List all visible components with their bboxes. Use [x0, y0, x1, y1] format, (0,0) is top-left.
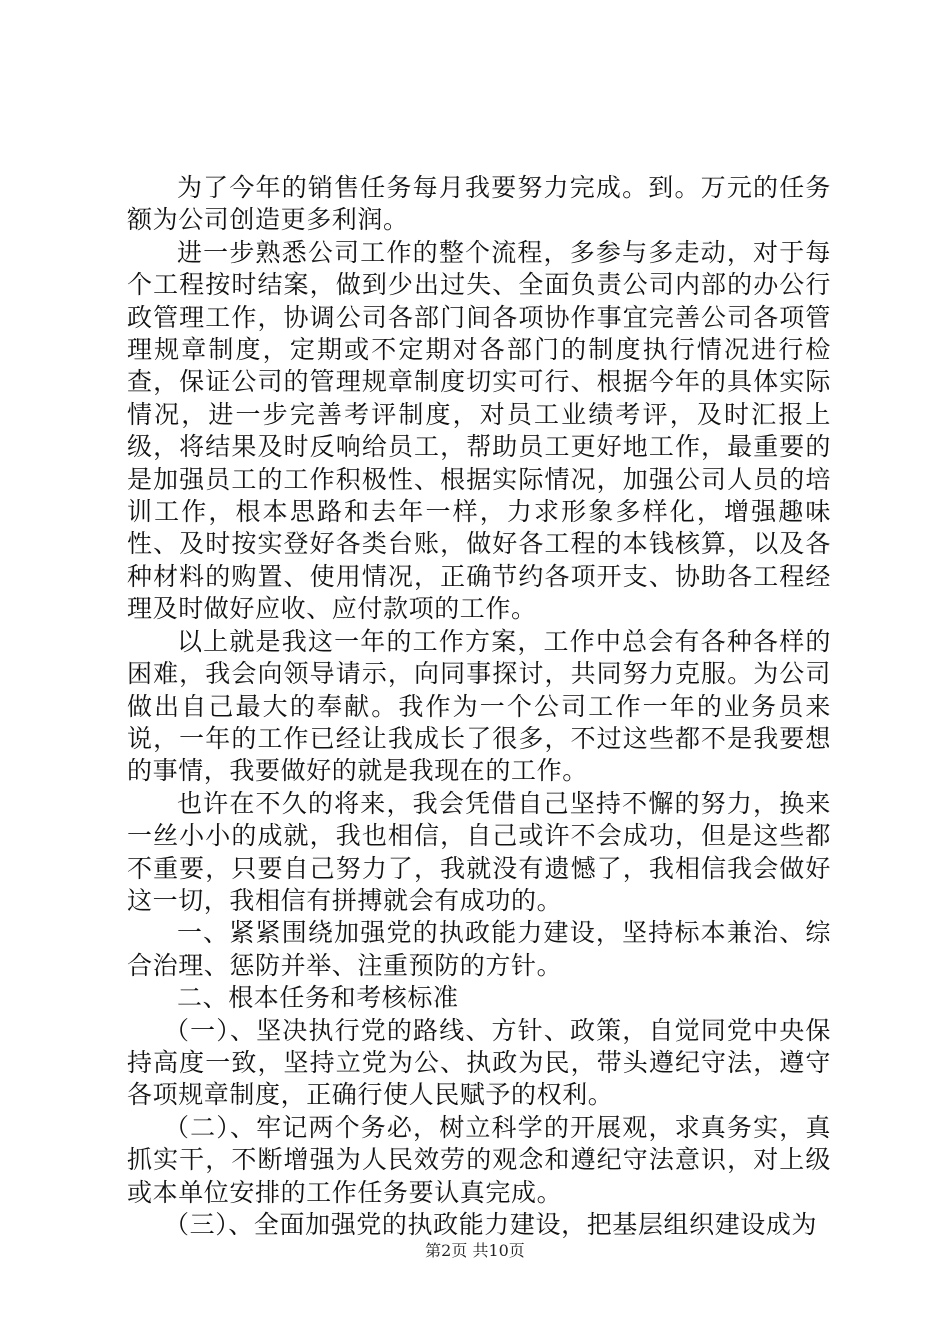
paragraph-section-two-heading: 二、根本任务和考核标准 — [177, 983, 459, 1013]
page-number-footer: 第2页 共10页 — [425, 1241, 525, 1260]
paragraph-sales-target: 为了今年的销售任务每月我要努力完成。到。万元的任务额为公司创造更多利润。 — [127, 173, 831, 235]
paragraph-item-one: （一）、坚决执行党的路线、方针、政策，自觉同党中央保持高度一致，坚持立党为公、执政为民，带头遵纪守法，遵守各项规章制度，正确行使人民赋予的权利。 — [127, 1015, 831, 1110]
document-body — [127, 172, 831, 1241]
paragraph-work-plan: 进一步熟悉公司工作的整个流程，多参与多走动，对于每个工程按时结案，做到少出过失、全面负责公司内部的办公行政管理工作，协调公司各部门间各项协作事宜完善公司各项管理规章制度，定期或不定期对各部门的制度执行情况进行检查，保证公司的管理规章制度切实可行、根据今年的具体实际情况，进一步完善考评制度，对员工业绩考评，及时汇报上级，将结果及时反响给员工，帮助员工更好地工作，最重要的是加强员工的工作积极性、根据实际情况，加强公司人员的培训工作，根本思路和去年一样，力求形象多样化，增强趣味性、及时按实登好各类台账，做好各工程的本钱核算，以及各种材料的购置、使用情况，正确节约各项开支、协助各工程经理及时做好应收、应付款项的工作。 — [127, 237, 831, 624]
paragraph-section-one: 一、紧紧围绕加强党的执政能力建设，坚持标本兼治、综合治理、惩防并举、注重预防的方针。 — [127, 918, 831, 980]
paragraph-item-two: （二）、牢记两个务必，树立科学的开展观，求真务实，真抓实干，不断增强为人民效劳的观念和遵纪守法意识，对上级或本单位安排的工作任务要认真完成。 — [127, 1112, 831, 1207]
paragraph-future: 也许在不久的将来，我会凭借自己坚持不懈的努力，换来一丝小小的成就，我也相信，自己或许不会成功，但是这些都不重要，只要自己努力了，我就没有遗憾了，我相信我会做好这一切，我相信有拼搏就会有成功的。 — [127, 788, 831, 915]
paragraph-summary: 以上就是我这一年的工作方案，工作中总会有各种各样的困难，我会向领导请示，向同事探讨，共同努力克服。为公司做出自己最大的奉献。我作为一个公司工作一年的业务员来说，一年的工作已经让我成长了很多，不过这些都不是我要想的事情，我要做好的就是我现在的工作。 — [127, 626, 831, 786]
paragraph-item-three: （三）、全面加强党的执政能力建设，把基层组织建设成为 — [164, 1210, 818, 1239]
